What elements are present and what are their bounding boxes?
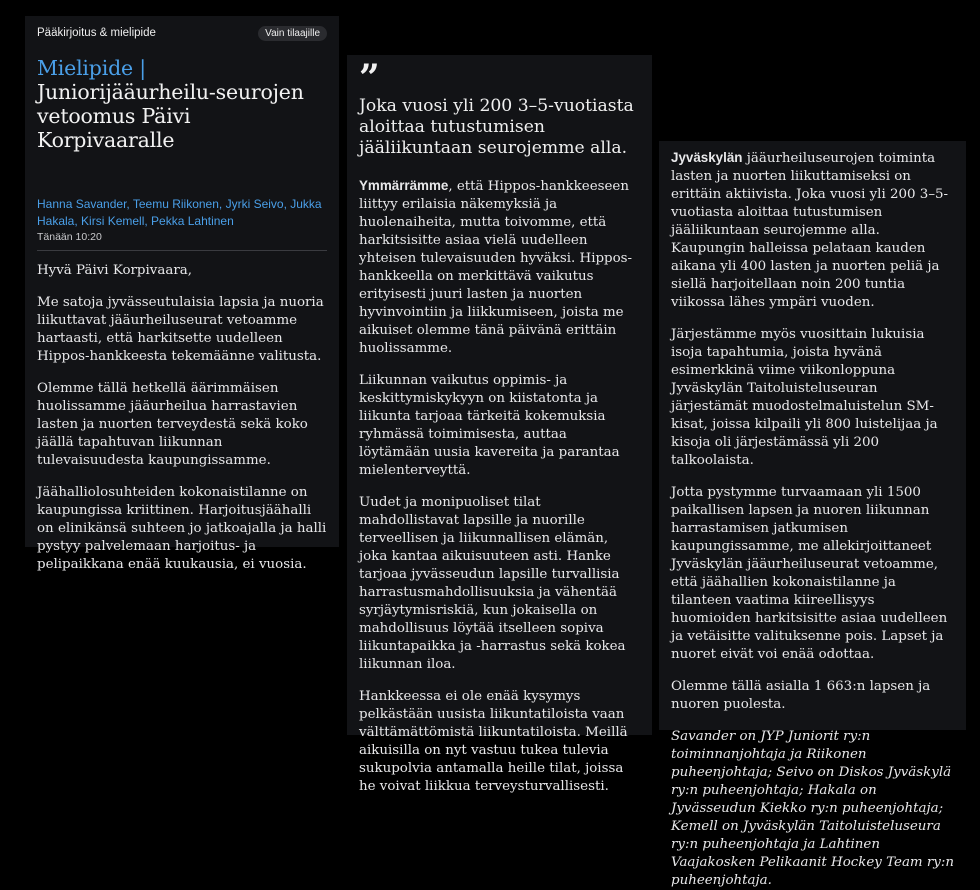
article-body-part-3	[671, 149, 954, 890]
paragraph: Olemme tällä hetkellä äärimmäisen huolissamme jääurheilua harrastavien lasten ja nuorten terveydestä sekä koko jäällä tapahtuvan liikunnan tulevaisuudesta kaupungissamme.	[37, 381, 308, 468]
page-title	[37, 56, 327, 152]
paragraph: Hankkeessa ei ole enää kysymys pelkästään uusista liikuntatiloista vaan välttämättömistä liikuntatiloista. Meillä aikuisilla on nyt vastuu tukea tulevia sukupolvia antamalla heille tilat, joissa he voivat liikkua terveysturvallisesti.	[359, 689, 628, 794]
author-list[interactable]: Hanna Savander, Teemu Riikonen, Jyrki Seivo, Jukka Hakala, Kirsi Kemell, Pekka Lahtinen	[37, 197, 322, 228]
section-label[interactable]: Pääkirjoitus & mielipide	[37, 27, 156, 39]
paragraph: Me satoja jyvässeutulaisia lapsia ja nuoria liikuttavat jääurheiluseurat vetoamme hartaasti, että harkitsette uudelleen Hippos-hankkeesta tekemäänne valitusta.	[37, 295, 324, 364]
title-separator: |	[139, 56, 146, 80]
paragraph-text: , että Hippos-hankkeeseen liittyy erilaisia näkemyksiä ja huolenaiheita, mutta toivomme, että harkitsisitte asiaa vielä uudelleen yhteisen tulevaisuuden hyväksi. Hippos-hankkeella on merkittävä vaikutus erityisesti juuri lasten ja nuorten hyvinvointiin ja liikkumiseen, joista me aikuiset olemme tänä päivänä erittäin huolissamme.	[359, 179, 633, 356]
quote-icon: ”	[359, 57, 378, 99]
paragraph: Hyvä Päivi Korpivaara,	[37, 263, 192, 278]
lead-word: Ymmärrämme	[359, 178, 449, 193]
author-signature: Savander on JYP Juniorit ry:n toiminnanjohtaja ja Riikonen puheenjohtaja; Seivo on Diskos Jyväskylä ry:n puheenjohtaja; Hakala on Jyvässeudun Kiekko ry:n puheenjohtaja; Kemell on Jyväskylän Taitoluisteluseura ry:n puheenjohtaja ja Lahtinen Vaajakosken Pelikaanit Hockey Team ry:n puheenjohtaja.	[671, 729, 954, 888]
paragraph: Jotta pystymme turvaamaan yli 1500 paikallisen lapsen ja nuoren liikunnan harrastamisen jatkumisen kaupungissamme, me allekirjoittaneet Jyväskylän jääurheiluseurat vetoamme, että jäähallien kokonaistilanne ja tilanteen vaatima kiireellisyys huomioiden harkitsisitte asiaa uudelleen ja vetäisitte valituksenne pois. Lapset ja nuoret eivät voi enää odottaa.	[671, 485, 948, 662]
article-header-column	[25, 16, 339, 572]
title-text: Juniorijääurheilu-seurojen vetoomus Päivi Korpivaaralle	[37, 80, 304, 152]
paragraph: Olemme tällä asialla 1 663:n lapsen ja nuoren puolesta.	[671, 679, 931, 712]
article-body-column-2	[347, 55, 652, 794]
paragraph: Liikunnan vaikutus oppimis- ja keskittymiskykyyn on kiistatonta ja liikunta tarjoaa tärkeitä kokemuksia ryhmässä toimimisesta, auttaa löytämään uusia kavereita ja parantaa mielenterveyttä.	[359, 373, 620, 478]
paragraph: Järjestämme myös vuosittain lukuisia isoja tapahtumia, joista hyvänä esimerkkinä viime viikonloppuna Jyväskylän Taitoluisteluseuran järjestämät muodostelmaluistelun SM-kisat, joissa kilpaili yli 800 luistelijaa ja kisoja oli järjestämässä yli 200 talkoolaista.	[671, 327, 938, 468]
paragraph: Jäähalliolosuhteiden kokonaistilanne on kaupungissa kriittinen. Harjoitusjäähalli on elinikänsä suhteen jo jatkoajalla ja halli pystyy palvelemaan harjoitus- ja pelipaikkana enää kuukausia, ei vuosia.	[37, 485, 327, 572]
paragraph: Uudet ja monipuoliset tilat mahdollistavat lapsille ja nuorille terveellisen ja liikunnallisen elämän, joka kantaa aikuisuuteen asti. Hanke tarjoaa jyvässeudun lapsille turvallisia harrastusmahdollisuuksia ja vähentää syrjäytymisriskiä, kun jokaisella on mahdollisuus löytää itselleen sopiva liikuntapaikka ja -harrastus sekä kokea liikunnan iloa.	[359, 495, 626, 672]
subscribers-only-badge: Vain tilaajille	[258, 26, 327, 41]
paragraph-text: jääurheiluseurojen toiminta lasten ja nuorten liikuttamiseksi on erittäin aktiivista. Joka vuosi yli 200 3–5-vuotiasta aloittaa tutustumisen jääliikuntaan seurojemme alla. Kaupungin halleissa pelataan kauden aikana yli 400 lasten ja nuorten peliä ja siellä harjoitellaan noin 200 tuntia viikossa lähes ympäri vuoden.	[671, 151, 949, 310]
pull-quote: Joka vuosi yli 200 3–5-vuotiasta aloittaa tutustumisen jääliikuntaan seurojemme alla.	[359, 96, 634, 158]
article-body-part-2	[359, 177, 640, 796]
publish-time: Tänään 10:20	[37, 231, 102, 243]
paragraph	[671, 149, 954, 312]
article-body-part-1	[37, 262, 327, 574]
article-body-column-3	[659, 141, 966, 888]
lead-word: Jyväskylän	[671, 150, 743, 165]
opinion-kicker: Mielipide	[37, 56, 133, 80]
divider	[37, 250, 327, 251]
top-bar	[37, 24, 327, 42]
paragraph	[359, 177, 640, 358]
